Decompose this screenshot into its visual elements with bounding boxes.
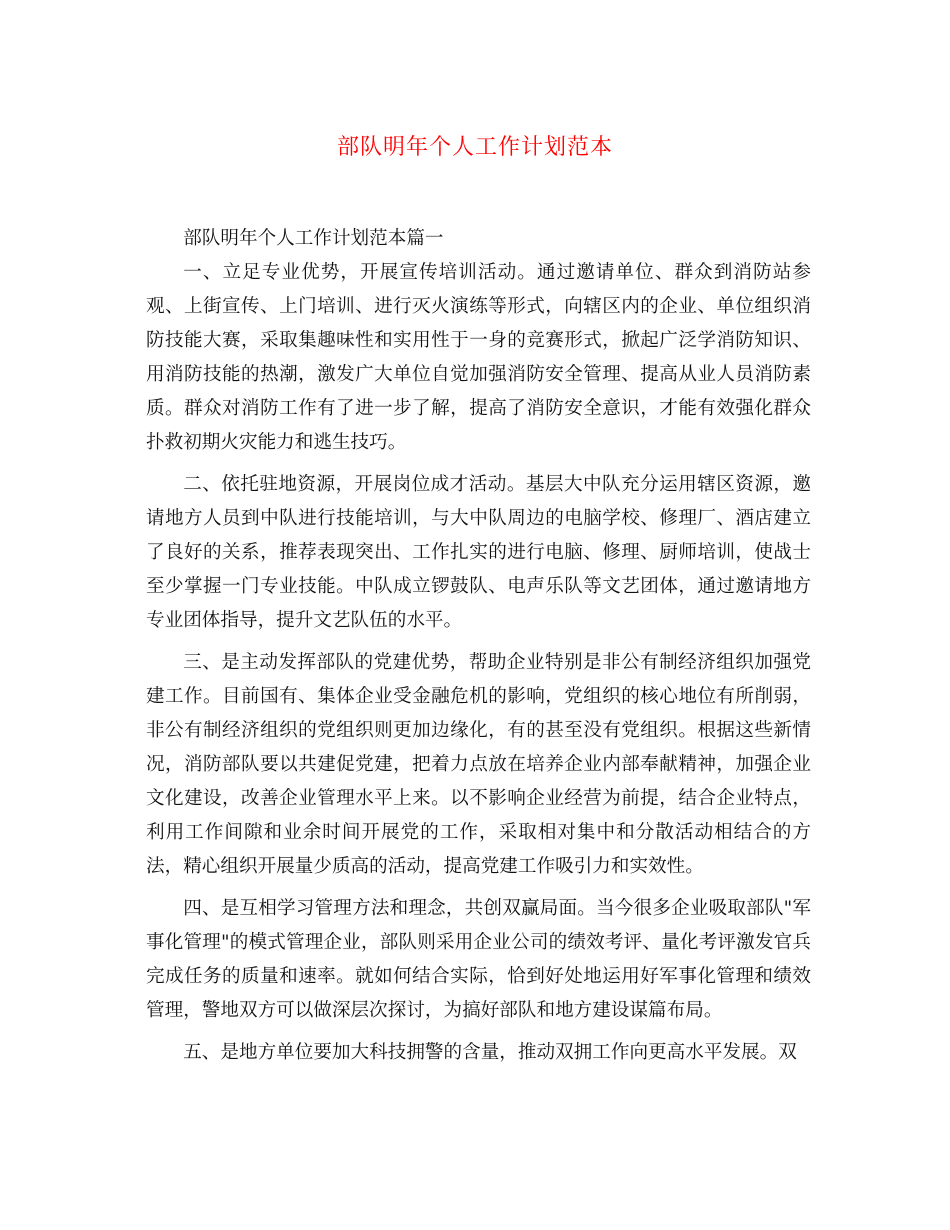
document-body [146, 222, 811, 1070]
paragraph: 四、是互相学习管理方法和理念，共创双赢局面。当今很多企业吸取部队"军事化管理"的模式管理企业，部队则采用企业公司的绩效考评、量化考评激发官兵完成任务的质量和速率。就如何结合实际，恰到好处地运用好军事化管理和绩效管理，警地双方可以做深层次探讨，为搞好部队和地方建设谋篇布局。 [146, 898, 811, 1021]
paragraph: 五、是地方单位要加大科技拥警的含量，推动双拥工作向更高水平发展。双 [183, 1042, 797, 1063]
paragraph: 二、依托驻地资源，开展岗位成才活动。基层大中队充分运用辖区资源，邀请地方人员到中队进行技能培训，与大中队周边的电脑学校、修理厂、酒店建立了良好的关系，推荐表现突出、工作扎实的进行电脑、修理、厨师培训，使战士至少掌握一门专业技能。中队成立锣鼓队、电声乐队等文艺团体，通过邀请地方专业团体指导，提升文艺队伍的水平。 [146, 474, 811, 631]
paragraph: 三、是主动发挥部队的党建优势，帮助企业特别是非公有制经济组织加强党建工作。目前国有、集体企业受金融危机的影响，党组织的核心地位有所削弱，非公有制经济组织的党组织则更加边缘化，有的甚至没有党组织。根据这些新情况，消防部队要以共建促党建，把着力点放在培养企业内部奉献精神，加强企业文化建设，改善企业管理水平上来。以不影响企业经营为前提，结合企业特点，利用工作间隙和业余时间开展党的工作，采取相对集中和分散活动相结合的方法，精心组织开展量少质高的活动，提高党建工作吸引力和实效性。 [146, 652, 811, 877]
document-title: 部队明年个人工作计划范本 [336, 135, 613, 160]
paragraph: 一、立足专业优势，开展宣传培训活动。通过邀请单位、群众到消防站参观、上街宣传、上门培训、进行灭火演练等形式，向辖区内的企业、单位组织消防技能大赛，采取集趣味性和实用性于一身的竞赛形式，掀起广泛学消防知识、用消防技能的热潮，激发广大单位自觉加强消防安全管理、提高从业人员消防素质。群众对消防工作有了进一步了解，提高了消防安全意识，才能有效强化群众扑救初期火灾能力和逃生技巧。 [146, 262, 811, 453]
document-subtitle: 部队明年个人工作计划范本篇一 [183, 228, 444, 249]
